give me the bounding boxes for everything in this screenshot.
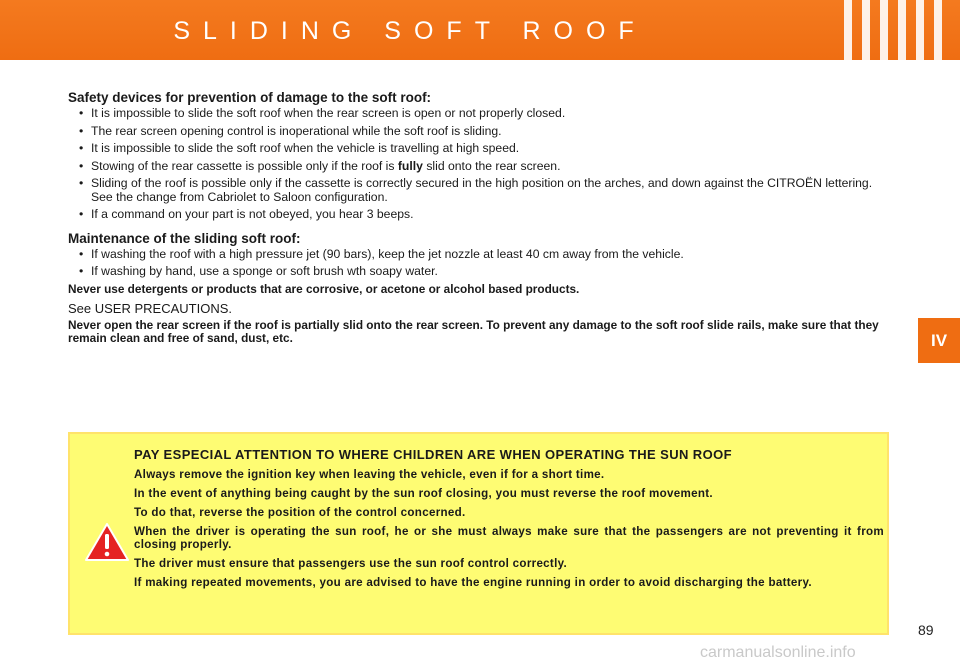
warning-line: If making repeated movements, you are advised to have the engine running in order to avoid discharging the battery.: [134, 576, 812, 589]
warning-title: PAY ESPECIAL ATTENTION TO WHERE CHILDREN ARE WHEN OPERATING THE SUN ROOF: [134, 447, 732, 462]
warning-line: In the event of anything being caught by the sun roof closing, you must reverse the roof movement.: [134, 487, 713, 500]
detergent-note: Never use detergents or products that are corrosive, or acetone or alcohol based products.: [68, 281, 580, 296]
list-item-text: slid onto the rear screen.: [422, 158, 561, 173]
list-item: • It is impossible to slide the soft roof when the vehicle is travelling at high speed.: [68, 142, 894, 156]
safety-heading: Safety devices for prevention of damage to the soft roof:: [68, 90, 432, 105]
safety-list: [68, 107, 894, 222]
maintenance-heading: Maintenance of the sliding soft roof:: [68, 230, 301, 246]
page-number: 89: [918, 622, 934, 638]
warning-line: Always remove the ignition key when leaving the vehicle, even if for a short time.: [134, 468, 605, 481]
page-header: [0, 0, 960, 60]
list-item: • Sliding of the roof is possible only if the cassette is correctly secured in the high position on the arches, and down against the CITROËN lettering. See the change from Cabriolet to Saloon configuration.: [68, 177, 894, 204]
list-item: [68, 160, 894, 174]
list-item-emphasis: fully: [397, 158, 423, 173]
list-item-text: Stowing of the rear cassette is possible only if the roof is: [91, 158, 398, 173]
watermark: carmanualsonline.info: [700, 644, 856, 661]
header-stripes: [840, 0, 960, 60]
precautions-reference: See USER PRECAUTIONS.: [68, 300, 232, 316]
warning-triangle-icon: [84, 522, 130, 562]
list-item: • If washing by hand, use a sponge or soft brush wth soapy water.: [68, 265, 894, 279]
main-content: [68, 90, 894, 345]
page-title: SLIDING SOFT ROOF: [173, 17, 647, 45]
warning-line: To do that, reverse the position of the control concerned.: [134, 506, 466, 519]
warning-box: [68, 432, 889, 635]
rear-screen-note: Never open the rear screen if the roof is partially slid onto the rear screen. To prevent any damage to the soft roof slide rails, make sure that they remain clean and free of sand, dust, etc.: [68, 317, 879, 345]
warning-line: When the driver is operating the sun roof, he or she must always make sure that the passengers are not preventing it from closing properly.: [134, 525, 884, 551]
list-item: • The rear screen opening control is inoperational while the soft roof is sliding.: [68, 125, 894, 139]
list-item: • It is impossible to slide the soft roof when the rear screen is open or not properly closed.: [68, 107, 894, 121]
section-tab: IV: [918, 318, 960, 363]
warning-line: The driver must ensure that passengers use the sun roof control correctly.: [134, 557, 568, 570]
list-item: • If a command on your part is not obeyed, you hear 3 beeps.: [68, 208, 894, 222]
warning-text: [134, 448, 884, 589]
list-item: • If washing the roof with a high pressure jet (90 bars), keep the jet nozzle at least 40 cm away from the vehicle.: [68, 248, 894, 262]
maintenance-list: [68, 248, 894, 279]
